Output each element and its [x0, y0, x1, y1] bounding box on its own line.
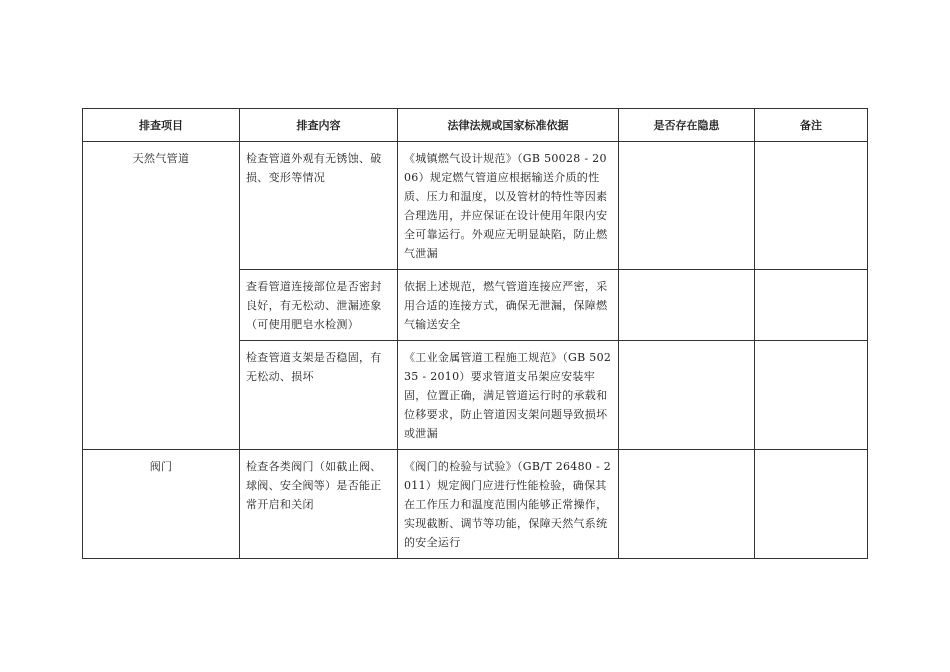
remark-text [755, 450, 867, 463]
content-cell [240, 270, 398, 341]
inspection-table [82, 108, 868, 559]
remark-cell[interactable] [755, 142, 868, 270]
remark-cell[interactable] [755, 270, 868, 341]
basis-cell [398, 341, 619, 450]
basis-text: 《工业金属管道工程施工规范》（GB 50235 - 2010）要求管道支吊架应安装牢固，位置正确，满足管道运行时的承载和位移要求，防止管道因支架问题导致损坏或泄漏 [404, 351, 612, 440]
hazard-text [619, 341, 754, 354]
item-label: 天然气管道 [132, 152, 190, 165]
header-item: 排查项目 [83, 109, 240, 142]
item-cell-gas-pipeline [83, 142, 240, 450]
item-cell-valve [83, 450, 240, 559]
table-row [83, 142, 868, 270]
remark-cell[interactable] [755, 341, 868, 450]
basis-cell [398, 450, 619, 559]
remark-cell[interactable] [755, 450, 868, 559]
header-basis: 法律法规或国家标准依据 [398, 109, 619, 142]
remark-text [755, 270, 867, 283]
hazard-text [619, 450, 754, 463]
hazard-cell[interactable] [619, 142, 755, 270]
hazard-cell[interactable] [619, 341, 755, 450]
header-remark: 备注 [755, 109, 868, 142]
hazard-cell[interactable] [619, 450, 755, 559]
hazard-text [619, 270, 754, 283]
content-text: 检查各类阀门（如截止阀、球阀、安全阀等）是否能正常开启和关闭 [246, 460, 382, 511]
header-content: 排查内容 [240, 109, 398, 142]
hazard-cell[interactable] [619, 270, 755, 341]
hazard-text [619, 142, 754, 155]
basis-text: 依据上述规范，燃气管道连接应严密，采用合适的连接方式，确保无泄漏，保障燃气输送安全 [404, 280, 608, 331]
content-text: 检查管道支架是否稳固，有无松动、损坏 [246, 351, 382, 383]
content-cell [240, 341, 398, 450]
remark-text [755, 341, 867, 354]
remark-text [755, 142, 867, 155]
content-text: 检查管道外观有无锈蚀、破损、变形等情况 [246, 152, 382, 184]
basis-cell [398, 142, 619, 270]
content-cell [240, 450, 398, 559]
basis-cell [398, 270, 619, 341]
basis-text: 《城镇燃气设计规范》（GB 50028 - 2006）规定燃气管道应根据输送介质的性质、压力和温度，以及管材的特性等因素合理选用，并应保证在设计使用年限内安全可靠运行。外观应无明显缺陷，防止燃气泄漏 [404, 152, 608, 260]
content-text: 查看管道连接部位是否密封良好，有无松动、泄漏迹象（可使用肥皂水检测） [246, 280, 382, 331]
basis-text: 《阀门的检验与试验》（GB/T 26480 - 2011）规定阀门应进行性能检验，确保其在工作压力和温度范围内能够正常操作，实现截断、调节等功能，保障天然气系统的安全运行 [404, 460, 612, 549]
item-label: 阀门 [149, 460, 173, 473]
table-header-row [83, 109, 868, 142]
table-row [83, 450, 868, 559]
header-hazard: 是否存在隐患 [619, 109, 755, 142]
content-cell [240, 142, 398, 270]
